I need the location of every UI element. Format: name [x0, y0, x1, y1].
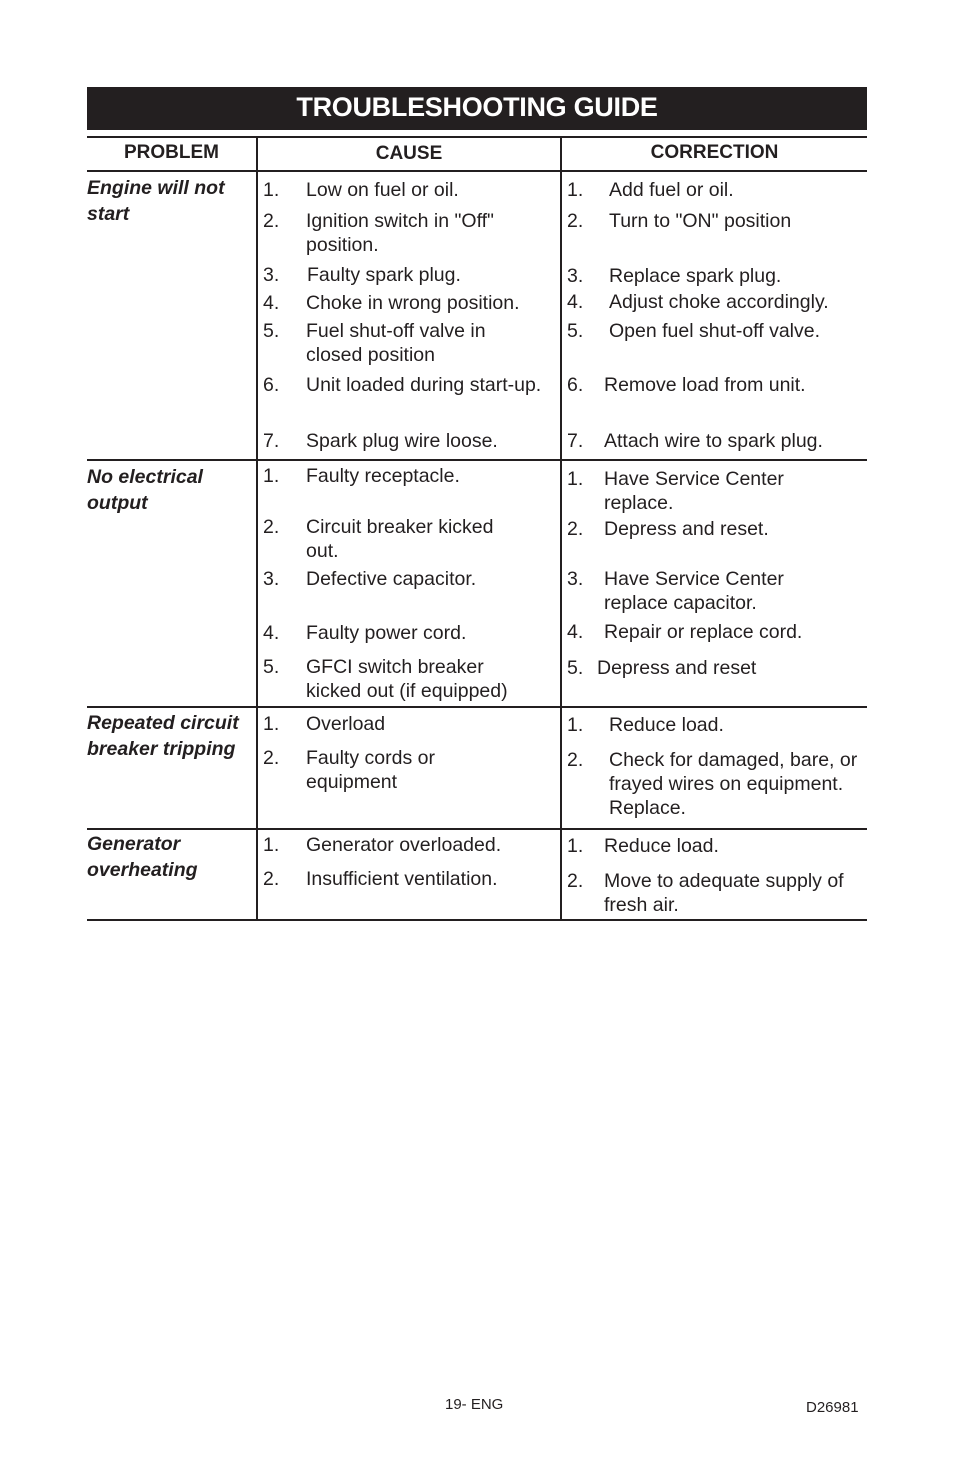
item-number: 7.	[263, 430, 280, 452]
item-text: Attach wire to spark plug.	[604, 430, 823, 452]
item-text: Choke in wrong position.	[306, 292, 520, 314]
item-text: Adjust choke accordingly.	[609, 291, 829, 313]
correction-item	[567, 467, 867, 515]
item-text: Check for damaged, bare, or frayed wires on equipment. Replace.	[609, 749, 858, 819]
correction-item	[567, 567, 867, 615]
item-number: 3.	[567, 568, 584, 590]
cause-item	[263, 464, 553, 488]
correction-item	[567, 713, 867, 737]
item-text: Replace spark plug.	[609, 265, 782, 287]
correction-item	[567, 834, 867, 858]
item-number: 4.	[263, 292, 280, 314]
item-number: 3.	[263, 568, 280, 590]
item-number: 2.	[567, 518, 584, 540]
item-number: 1.	[567, 714, 584, 736]
item-number: 2.	[263, 210, 280, 232]
item-number: 1.	[263, 834, 280, 856]
correction-item	[567, 748, 867, 820]
cause-item	[263, 178, 553, 202]
item-text: Depress and reset	[597, 657, 757, 679]
header-cause: CAUSE	[375, 143, 443, 164]
row-divider	[87, 706, 867, 708]
cause-item	[263, 291, 553, 315]
item-number: 4.	[567, 621, 584, 643]
item-text: Add fuel or oil.	[609, 179, 734, 201]
correction-item	[567, 178, 867, 202]
item-text: Faulty receptacle.	[306, 465, 460, 487]
correction-item	[567, 373, 867, 397]
correction-item	[567, 264, 867, 288]
item-text: Depress and reset.	[604, 518, 769, 540]
cause-item	[263, 319, 553, 367]
item-number: 5.	[263, 656, 280, 678]
item-number: 1.	[263, 713, 280, 735]
document-code: D26981	[806, 1399, 859, 1416]
problem-repeated-circuit-breaker-tripping: Repeated circuit breaker tripping	[87, 712, 239, 760]
item-number: 2.	[567, 210, 584, 232]
item-number: 6.	[567, 374, 584, 396]
item-number: 3.	[567, 265, 584, 287]
cause-item	[263, 209, 553, 257]
table-bottom-rule	[87, 919, 867, 921]
item-text: Spark plug wire loose.	[306, 430, 498, 452]
cause-item	[263, 567, 553, 591]
problem-no-electrical-output: No electrical output	[87, 466, 203, 514]
item-number: 2.	[263, 747, 280, 769]
item-text: GFCI switch breaker kicked out (if equipped)	[306, 656, 508, 702]
row-divider	[87, 459, 867, 461]
correction-item	[567, 620, 867, 644]
cause-item	[263, 621, 553, 645]
cause-item	[263, 263, 553, 287]
column-divider-cause-correction	[560, 137, 562, 920]
item-text: Repair or replace cord.	[604, 621, 803, 643]
item-number: 2.	[567, 870, 584, 892]
correction-item	[567, 656, 867, 680]
item-number: 1.	[263, 179, 280, 201]
item-text: Ignition switch in "Off" position.	[306, 210, 494, 256]
correction-item	[567, 429, 867, 453]
cause-item	[263, 833, 553, 857]
item-text: Move to adequate supply of fresh air.	[604, 870, 844, 916]
item-text: Insufficient ventilation.	[306, 868, 498, 890]
item-text: Turn to "ON" position	[609, 210, 792, 232]
item-number: 3.	[263, 264, 280, 286]
correction-item	[567, 290, 867, 314]
item-text: Faulty cords or equipment	[306, 747, 435, 793]
header-top-rule	[87, 136, 867, 138]
item-text: Have Service Center replace.	[604, 468, 784, 514]
item-number: 2.	[263, 868, 280, 890]
page-title: TROUBLESHOOTING GUIDE	[87, 87, 867, 130]
cause-item	[263, 515, 553, 563]
cause-item	[263, 429, 553, 453]
item-text: Remove load from unit.	[604, 374, 806, 396]
item-number: 1.	[567, 835, 584, 857]
item-number: 6.	[263, 374, 280, 396]
item-number: 1.	[567, 468, 584, 490]
problem-engine-will-not-start: Engine will not start	[87, 177, 225, 225]
correction-item	[567, 869, 867, 917]
item-text: Fuel shut-off valve in closed position	[306, 320, 486, 366]
item-number: 1.	[263, 465, 280, 487]
correction-item	[567, 209, 867, 233]
item-text: Faulty power cord.	[306, 622, 467, 644]
cause-item	[263, 867, 553, 891]
item-number: 5.	[567, 657, 584, 679]
column-divider-problem-cause	[256, 137, 258, 920]
item-text: Open fuel shut-off valve.	[609, 320, 821, 342]
item-number: 5.	[263, 320, 280, 342]
header-bottom-rule	[87, 170, 867, 172]
correction-item	[567, 517, 867, 541]
correction-item	[567, 319, 867, 343]
item-number: 4.	[567, 291, 584, 313]
header-correction: CORRECTION	[650, 142, 779, 163]
cause-item	[263, 746, 553, 794]
item-text: Defective capacitor.	[306, 568, 477, 590]
item-number: 2.	[263, 516, 280, 538]
item-text: Reduce load.	[604, 835, 719, 857]
header-problem: PROBLEM	[124, 142, 219, 163]
item-text: Faulty spark plug.	[307, 264, 461, 286]
item-number: 1.	[567, 179, 584, 201]
item-text: Low on fuel or oil.	[306, 179, 459, 201]
cause-item	[263, 373, 553, 397]
item-text: Overload	[306, 713, 386, 735]
item-number: 2.	[567, 749, 584, 771]
row-divider	[87, 828, 867, 830]
item-number: 5.	[567, 320, 584, 342]
item-number: 4.	[263, 622, 280, 644]
item-text: Have Service Center replace capacitor.	[604, 568, 784, 614]
cause-item	[263, 712, 553, 736]
cause-item	[263, 655, 553, 703]
item-text: Reduce load.	[609, 714, 724, 736]
problem-generator-overheating: Generator overheating	[87, 833, 198, 881]
item-text: Generator overloaded.	[306, 834, 502, 856]
page-number: 19- ENG	[445, 1396, 504, 1413]
item-text: Circuit breaker kicked out.	[306, 516, 494, 562]
item-text: Unit loaded during start-up.	[306, 374, 542, 396]
item-number: 7.	[567, 430, 584, 452]
